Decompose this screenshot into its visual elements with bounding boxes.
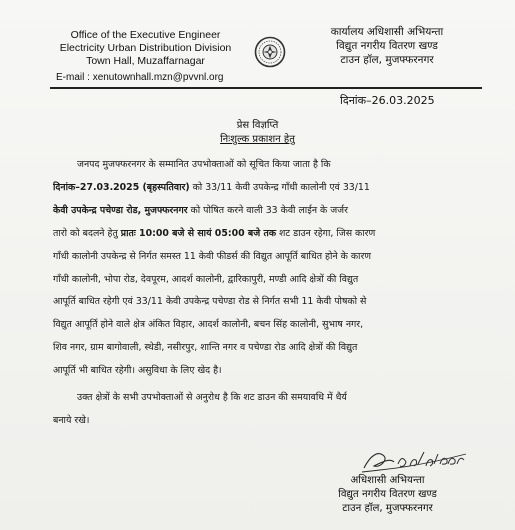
body-line [53,200,477,223]
signatory-address: टाउन हॉल, मुजफ्फरनगर [342,503,433,514]
body-line: बनाये रखे। [53,414,90,426]
shutdown-date: दिनांक–27.03.2025 (बृहस्पतिवार) [53,181,190,193]
body-text-fragment: तारो को बदलने हेतु [53,227,121,239]
body-line [53,177,477,200]
email-line [56,72,223,83]
body-line: गाँधी कालोनी उपकेन्द्र से निर्गत समस्त 11 केवी फीडर्स की विद्युत आपूर्ति बाधित होने के कारण [53,250,372,262]
notice-paragraph-2 [53,387,477,433]
office-name-hi: कार्यालय अधिशासी अभियन्ता [330,26,444,38]
shutdown-time: प्रातः 10:00 बजे से सायं 05:00 बजे तक [120,227,277,239]
letterhead-divider [50,87,482,89]
office-address-en: Town Hall, Muzaffarnagar [86,55,205,67]
letterhead-hindi [302,25,472,67]
email-label: E-mail : [56,72,90,83]
signatory-block [300,474,475,516]
pvvnl-seal-icon [254,36,286,68]
handwritten-signature [360,442,470,476]
division-name-hi: विद्युत नगरीय वितरण खण्ड [336,40,438,52]
division-name-en: Electricity Urban Distribution Division [59,42,232,54]
document-subtitle: निःशुल्क प्रकाशन हेतु [220,134,295,145]
body-text-fragment: को पोषित करने वाली 33 केवी लाईन के जर्जर [187,204,348,216]
body-line: आपूर्ति बाधित रहेगी एवं 33/11 केवी उपकेन्द्र पचेण्डा रोड से निर्गत सभी 11 केवी पोषको से [53,296,367,308]
letterhead-english [48,29,243,68]
body-line: गाँधी कालोनी, भोपा रोड, देवपूरम, आदर्श कालोनी, द्वारिकापुरी, मण्डी आदि क्षेत्रों की विद्युत [53,273,359,285]
body-text-fragment: को 33/11 केवी उपकेन्द्र गाँधी कालोनी एवं 33/11 [189,181,370,193]
body-line: उक्त क्षेत्रों के सभी उपभोक्ताओं से अनुरोध है कि शट डाउन की समयावधि में धैर्य [77,392,347,403]
body-text-fragment: शट डाउन रहेगा, जिस कारण [276,227,376,239]
notice-paragraph-1 [53,154,477,383]
body-line: आपूर्ति भी बाधित रहेगी। असुविधा के लिए खेद है। [53,365,222,377]
signatory-division: विद्युत नगरीय वितरण खण्ड [338,489,437,500]
signatory-designation: अधिशासी अभियन्ता [350,475,425,486]
document-date: दिनांक–26.03.2025 [340,94,435,107]
office-name-en: Office of the Executive Engineer [70,29,221,41]
substation-name: केवी उपकेन्द्र पचेण्डा रोड, मुजफ्फरनगर [53,204,188,216]
body-line: विद्युत आपूर्ति होने वाले क्षेत्र अंकित विहार, आदर्श कालोनी, बचन सिंह कालोनी, सुभाष नगर, [53,319,364,331]
email-address: xenutownhall.mzn@pvvnl.org [92,72,224,83]
body-line: शिव नगर, ग्राम बागोवाली, स्थेडी, नसीरपुर, शान्ति नगर व पचेण्डा रोड आदि क्षेत्रों की विद्युत [53,342,358,354]
office-address-hi: टाउन हॉल, मुजफ्फरनगर [340,54,434,66]
document-title: प्रेस विज्ञप्ति [236,120,279,131]
body-line [53,223,477,246]
body-line: जनपद मुजफ्फरनगर के सम्मानित उपभोक्ताओं को सूचित किया जाता है कि [77,159,331,170]
